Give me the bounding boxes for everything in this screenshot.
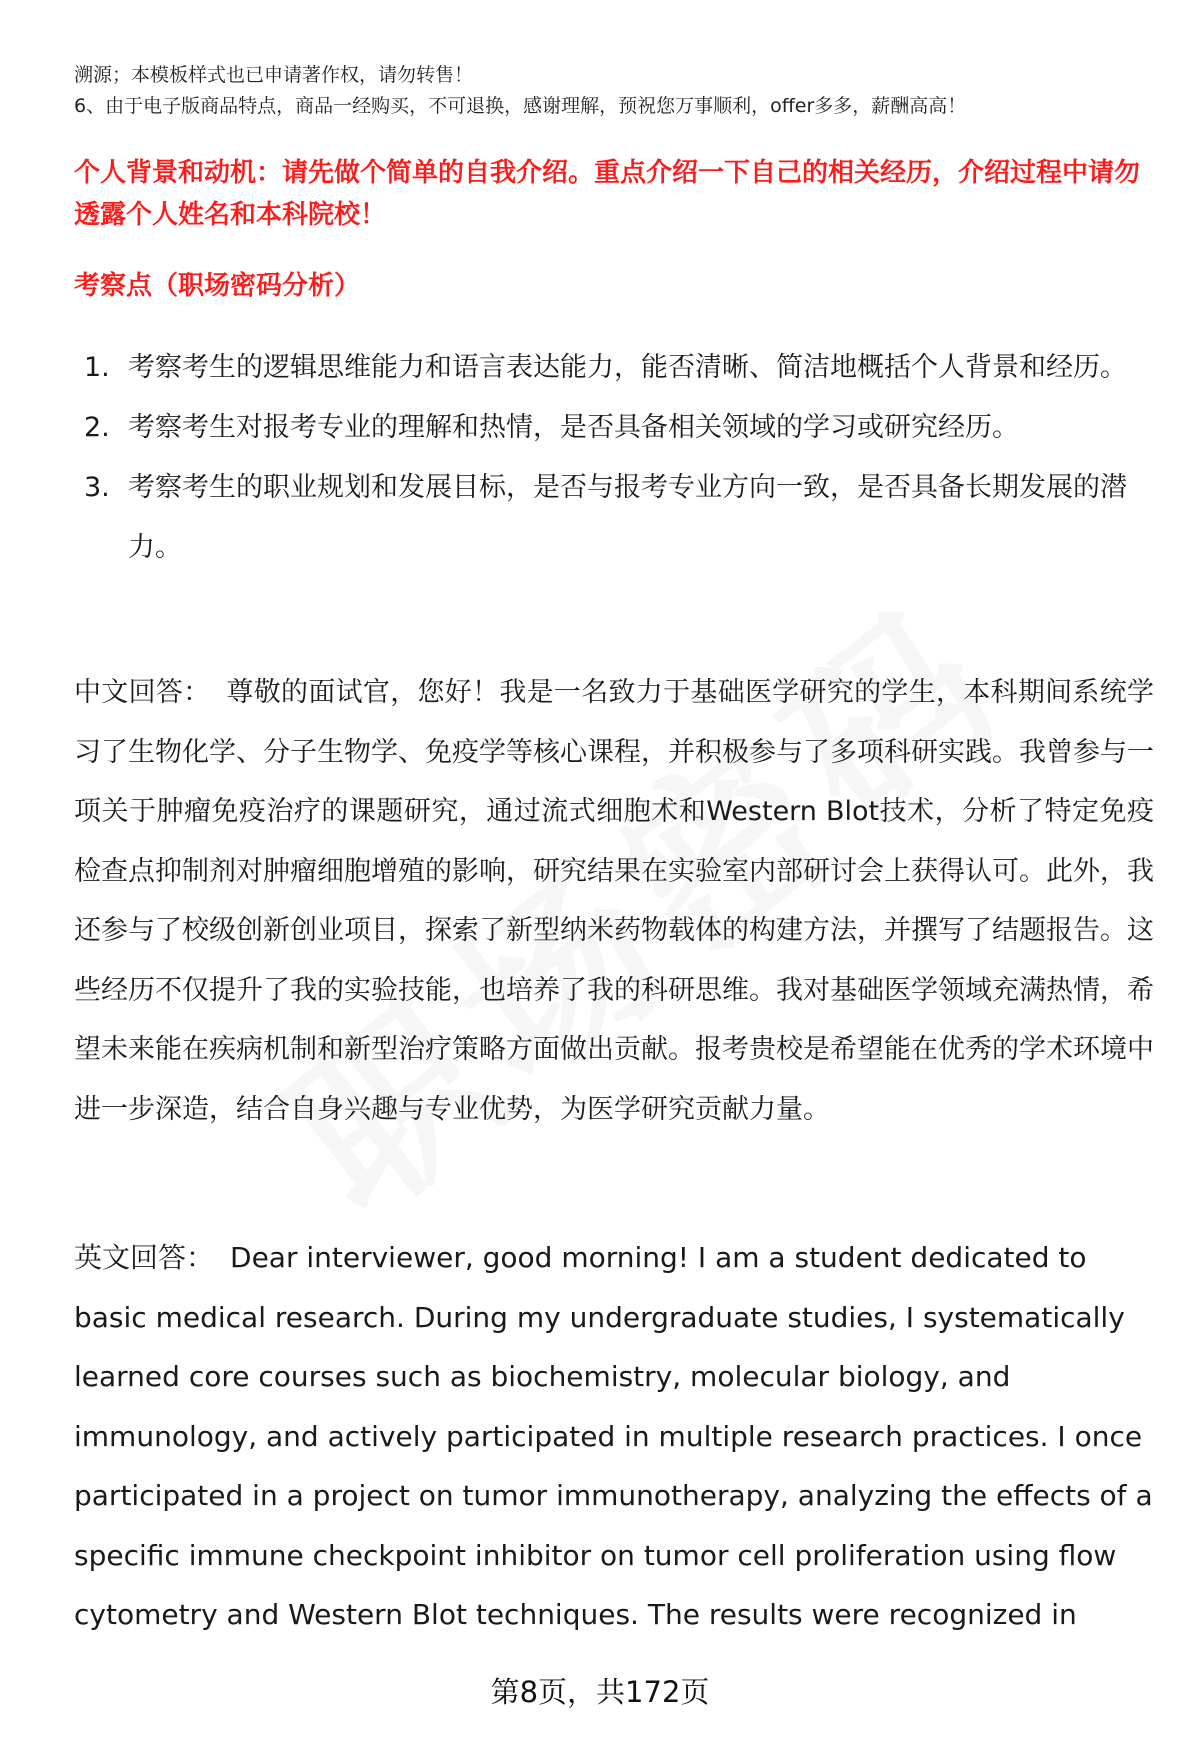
page-number: 第8页，共172页 [490,1675,710,1709]
analysis-point-number: 2. [84,412,110,443]
question-title: 个人背景和动机：请先做个简单的自我介绍。重点介绍一下自己的相关经历，介绍过程中请勿透露个人姓名和本科院校！ [74,158,1141,230]
note-line-1: 溯源；本模板样式也已申请著作权，请勿转售！ [74,64,474,86]
chinese-answer-label: 中文回答： [74,677,211,708]
english-answer-text: Dear interviewer, good morning! I am a student dedicated to basic medical research. During my undergraduate studies, I systematically learned core courses such as biochemistry, molecular biology, and immunology, and actively participated in multiple research practices. I once participated in a project on tumor immunotherapy, analyzing the effects of a specific immune checkpoint inhibitor on tumor cell proliferation using flow cytometry and Western Blot techniques. The results were recognized in [74,1241,1153,1631]
chinese-answer-text: 尊敬的面试官，您好！我是一名致力于基础医学研究的学生，本科期间系统学习了生物化学、分子生物学、免疫学等核心课程，并积极参与了多项科研实践。我曾参与一项关于肿瘤免疫治疗的课题研究，通过流式细胞术和Western Blot技术，分析了特定免疫检查点抑制剂对肿瘤细胞增殖的影响，研究结果在实验室内部研讨会上获得认可。此外，我还参与了校级创新创业项目，探索了新型纳米药物载体的构建方法，并撰写了结题报告。这些经历不仅提升了我的实验技能，也培养了我的科研思维。我对基础医学领域充满热情，希望未来能在疾病机制和新型治疗策略方面做出贡献。报考贵校是希望能在优秀的学术环境中进一步深造，结合自身兴趣与专业优势，为医学研究贡献力量。 [74,677,1155,1125]
analysis-point [74,338,1154,398]
note-line-2: 6、由于电子版商品特点，商品一经购买，不可退换，感谢理解，预祝您万事顺利，offer多多，薪酬高高！ [74,95,967,117]
analysis-point-text: 考察考生的逻辑思维能力和语言表达能力，能否清晰、简洁地概括个人背景和经历。 [128,352,1127,383]
chinese-answer [74,663,1154,1139]
analysis-points-list [74,338,1154,578]
analysis-point-text: 考察考生对报考专业的理解和热情，是否具备相关领域的学习或研究经历。 [128,412,1019,443]
analysis-point [74,458,1154,578]
analysis-point-number: 1. [84,352,110,383]
analysis-point-text: 考察考生的职业规划和发展目标，是否与报考专业方向一致，是否具备长期发展的潜力。 [128,472,1127,563]
analysis-point-number: 3. [84,472,110,503]
analysis-heading: 考察点（职场密码分析） [74,271,361,301]
english-answer [74,1228,1154,1645]
english-answer-label: 英文回答： [74,1241,215,1274]
analysis-point [74,398,1154,458]
